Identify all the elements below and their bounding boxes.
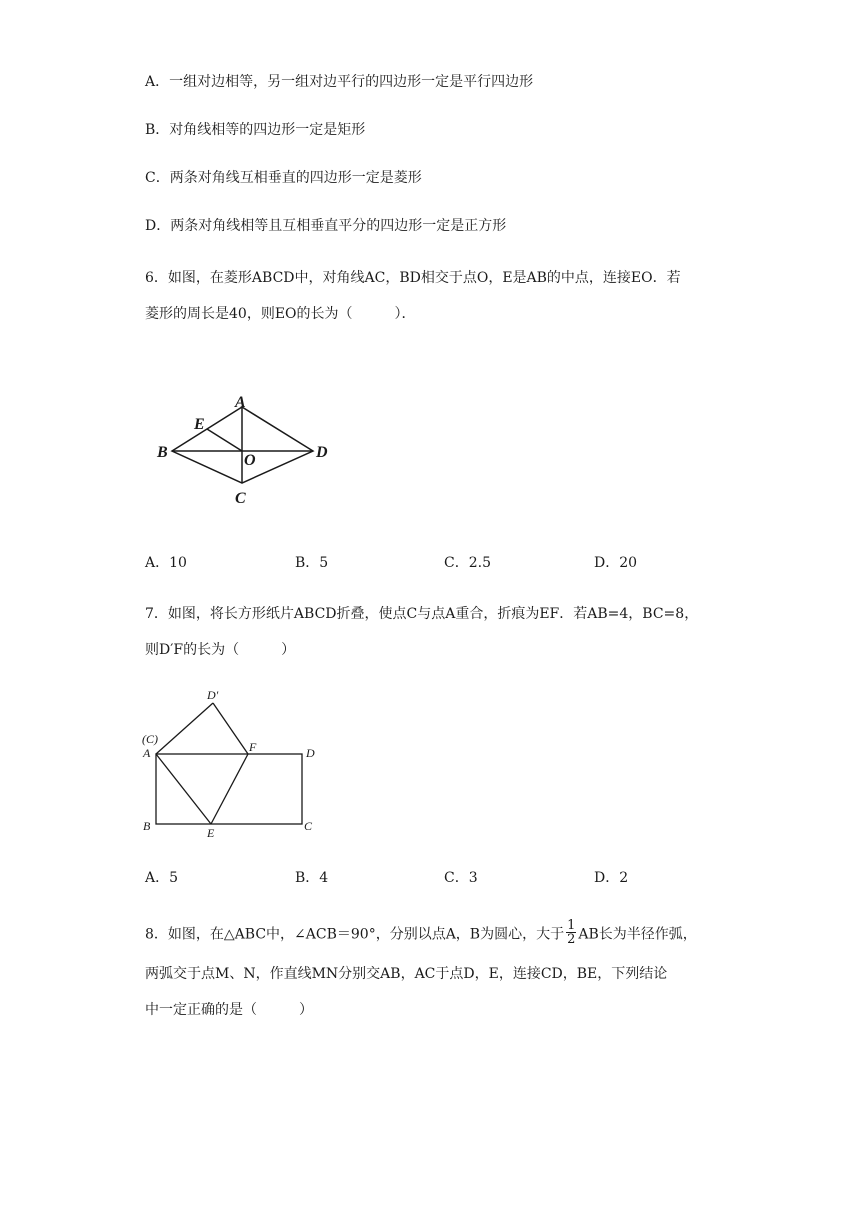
q7-label-d: D — [306, 746, 315, 760]
q6-option-d: D．20 — [594, 555, 638, 571]
q7-label-c: C — [304, 819, 313, 833]
q6-option-b: B．5 — [295, 555, 329, 571]
one-half-fraction — [566, 919, 576, 946]
q6-label-e: E — [194, 416, 205, 433]
q6-option-a: A．10 — [145, 555, 187, 571]
q7-fold-figure — [138, 685, 338, 845]
q6-label-c: C — [235, 490, 246, 507]
q7-option-c: C．3 — [444, 870, 478, 886]
q7-question-line2: 则D′F的长为（ ） — [145, 642, 296, 658]
segment-ad-prime — [156, 703, 213, 754]
q7-label-e: E — [207, 826, 215, 840]
q7-option-a: A．5 — [145, 870, 179, 886]
q6-label-o: O — [244, 452, 256, 469]
q8-question-line2: 两弧交于点M、N，作直线MN分别交AB，AC于点D，E，连接CD，BE，下列结论 — [145, 966, 668, 982]
q6-question-line1: 6．如图，在菱形ABCD中，对角线AC，BD相交于点O，E是AB的中点，连接EO．若 — [145, 270, 681, 286]
segment-ae — [156, 754, 211, 824]
q6-option-c: C．2.5 — [444, 555, 491, 571]
q6-label-a: A — [235, 394, 246, 411]
q7-option-d: D．2 — [594, 870, 629, 886]
q7-label-c-paren: (C) — [142, 732, 158, 746]
fraction-denominator: 2 — [567, 932, 576, 947]
fraction-numerator: 1 — [567, 918, 576, 933]
q7-label-d-prime: D′ — [207, 688, 219, 702]
q7-label-a: A — [143, 746, 151, 760]
segment-eo — [207, 429, 242, 451]
q5-option-a: A．一组对边相等，另一组对边平行的四边形一定是平行四边形 — [145, 74, 534, 90]
q5-option-b: B．对角线相等的四边形一定是矩形 — [145, 122, 366, 138]
q7-label-f: F — [249, 740, 257, 754]
segment-d-prime-f — [213, 703, 248, 754]
q7-label-b: B — [143, 819, 151, 833]
q5-option-c: C．两条对角线互相垂直的四边形一定是菱形 — [145, 170, 422, 186]
q6-rhombus-figure — [150, 385, 340, 515]
q7-question-line1: 7．如图，将长方形纸片ABCD折叠，使点C与点A重合，折痕为EF．若AB=4，BC=8， — [145, 606, 699, 622]
crease-ef — [211, 754, 248, 824]
q7-option-b: B．4 — [295, 870, 329, 886]
q5-option-d: D．两条对角线相等且互相垂直平分的四边形一定是正方形 — [145, 218, 507, 234]
q6-label-d: D — [316, 444, 328, 461]
q8-question-line3: 中一定正确的是（ ） — [145, 1002, 313, 1018]
q6-label-b: B — [157, 444, 168, 461]
q6-question-line2: 菱形的周长是40，则EO的长为（ ）． — [145, 306, 416, 322]
q8-question-line1 — [145, 918, 697, 948]
q8-line1-post: AB长为半径作弧， — [578, 926, 697, 943]
q8-line1-pre: 8．如图，在△ABC中，∠ACB＝90°，分别以点A，B为圆心，大于 — [145, 926, 565, 943]
